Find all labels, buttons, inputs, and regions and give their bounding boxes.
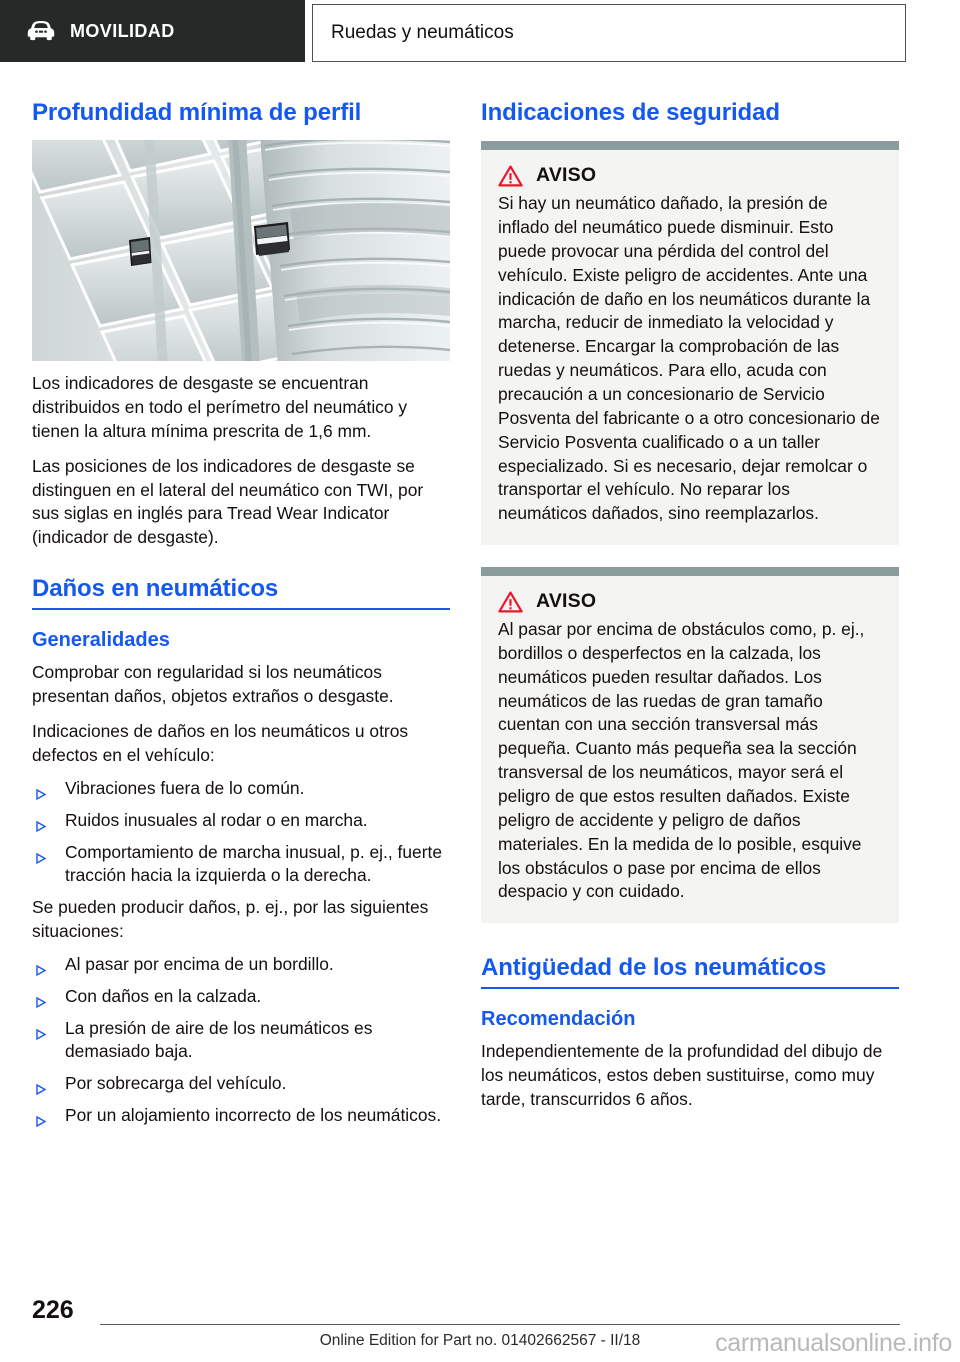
- page-header: [0, 0, 960, 68]
- section-title-safety: Indicaciones de seguridad: [481, 99, 780, 126]
- section-title-tire-age: Antigüedad de los neumáticos: [481, 954, 827, 982]
- subsection-title-recomendacion: Recomendación: [481, 1008, 636, 1031]
- tire-tread-wear-indicator-illustration: [32, 140, 450, 361]
- list-item-label: Por sobrecarga del vehículo.: [65, 1073, 287, 1094]
- list-item-label: La presión de aire de los neumáticos es demasiado baja.: [65, 1017, 373, 1062]
- paragraph-generalidades-2: Indicaciones de daños en los neumáticos u otros defectos en el vehículo:: [32, 721, 409, 765]
- warning-box-top-bar: [481, 141, 899, 150]
- paragraph-damage-causes-intro: Se pueden producir daños, p. ej., por las siguientes situaciones:: [32, 897, 429, 942]
- warning-label: AVISO: [536, 590, 597, 613]
- triangle-bullet-icon: [36, 847, 46, 858]
- triangle-bullet-icon: [36, 1078, 46, 1089]
- damage-causes-list: [32, 953, 450, 1128]
- list-item: [32, 953, 450, 977]
- list-item: [32, 1072, 450, 1096]
- list-item-label: Al pasar por encima de un bordillo.: [65, 953, 334, 974]
- page-number: 226: [32, 1296, 74, 1324]
- warning-text: Si hay un neumático dañado, la presión de inflado del neumático puede disminuir. Esto puede provocar una pérdida del control del vehículo. Existe peligro de accidentes. Ante una indicación de daño en los neumáticos durante la marcha, reducir de inmediato la velocidad y detenerse. Encargar la comprobación de las ruedas y neumáticos. Para ello, acuda con precaución a un concesionario de Servicio Posventa del fabricante o a otro concesionario de Servicio Posventa cualificado o a un taller especializado. Si es necesario, dejar remolcar o transportar el vehículo. No reparar los neumáticos dañados, sino reemplazarlos.: [498, 193, 880, 524]
- list-item: [32, 1104, 450, 1128]
- footer-divider: [100, 1324, 900, 1325]
- paragraph-tread-indicators-2: Las posiciones de los indicadores de desgaste se distinguen en el lateral del neumático con TWI, por sus siglas en inglés para Tread Wear Indicator (indicador de desgaste).: [32, 455, 424, 548]
- section-tab-label: Ruedas y neumáticos: [331, 22, 514, 43]
- list-item: [32, 1017, 450, 1065]
- paragraph-generalidades-1: Comprobar con regularidad si los neumáticos presentan daños, objetos extraños o desgaste.: [32, 662, 394, 707]
- list-item: [32, 985, 450, 1009]
- page-footer: [0, 1290, 960, 1362]
- damage-indication-list: [32, 777, 450, 888]
- list-item-label: Con daños en la calzada.: [65, 985, 262, 1006]
- section-title-tire-damage: Daños en neumáticos: [32, 575, 279, 603]
- left-column: [32, 98, 450, 1136]
- warning-triangle-icon: [498, 591, 523, 613]
- list-item: [32, 809, 450, 833]
- warning-header: [498, 164, 882, 187]
- page-title: Profundidad mínima de perfil: [32, 99, 362, 126]
- warning-header: [498, 590, 882, 613]
- warning-box: [481, 567, 899, 923]
- footer-edition-note: Online Edition for Part no. 01402662567 - II/18: [319, 1332, 641, 1349]
- car-front-icon: [26, 20, 56, 42]
- list-item: [32, 841, 450, 889]
- list-item-label: Comportamiento de marcha inusual, p. ej., fuerte tracción hacia la izquierda o la derecha.: [65, 841, 442, 886]
- paragraph-recomendacion: Independientemente de la profundidad del dibujo de los neumáticos, estos deben sustituirse, como muy tarde, transcurridos 6 años.: [481, 1041, 883, 1110]
- triangle-bullet-icon: [36, 783, 46, 794]
- chapter-tab[interactable]: [0, 0, 305, 62]
- section-tab[interactable]: [312, 4, 906, 62]
- warning-text: Al pasar por encima de obstáculos como, p. ej., bordillos o desperfectos en la calzada, los neumáticos pueden resultar dañados. Los neumáticos de las ruedas de gran tamaño cuentan con una sección transversal más pequeña. Cuanto más pequeña sea la sección transversal de los neumáticos, mayor será el peligro de que estos resulten dañados. Existe peligro de accidente y peligro de daños materiales. En la medida de lo posible, esquive los obstáculos o pase por encima de ellos despacio y con cuidado.: [498, 619, 865, 902]
- list-item-label: Ruidos inusuales al rodar o en marcha.: [65, 809, 368, 830]
- right-column: [481, 98, 899, 1112]
- subsection-title-generalidades: Generalidades: [32, 629, 170, 652]
- triangle-bullet-icon: [36, 991, 46, 1002]
- chapter-label: MOVILIDAD: [70, 20, 175, 41]
- triangle-bullet-icon: [36, 1110, 46, 1121]
- list-item-label: Por un alojamiento incorrecto de los neumáticos.: [65, 1105, 442, 1126]
- list-item: [32, 777, 450, 801]
- warning-box-top-bar: [481, 567, 899, 576]
- list-item-label: Vibraciones fuera de lo común.: [65, 777, 305, 798]
- section-rule: [32, 608, 450, 610]
- triangle-bullet-icon: [36, 815, 46, 826]
- warning-box: [481, 141, 899, 545]
- triangle-bullet-icon: [36, 1023, 46, 1034]
- watermark: carmanualsonline.info: [715, 1329, 952, 1357]
- section-rule: [481, 987, 899, 989]
- warning-label: AVISO: [536, 164, 597, 187]
- warning-triangle-icon: [498, 165, 523, 187]
- triangle-bullet-icon: [36, 959, 46, 970]
- paragraph-tread-indicators-1: Los indicadores de desgaste se encuentran distribuidos en todo el perímetro del neumático y tienen la altura mínima prescrita de 1,6 mm.: [32, 373, 408, 441]
